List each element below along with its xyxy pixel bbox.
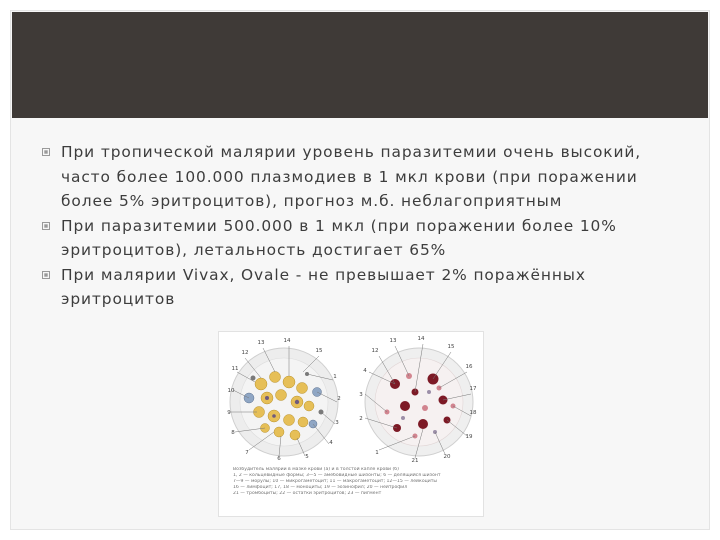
figure-number-labels (219, 332, 483, 464)
right-figure-number: 14 (417, 336, 425, 342)
right-figure-number: 19 (465, 434, 473, 440)
right-figure-number: 13 (389, 338, 397, 344)
right-figure-number: 17 (469, 386, 477, 392)
left-figure-number: 5 (305, 454, 309, 460)
left-figure-number: 7 (245, 450, 249, 456)
right-figure-number: 21 (411, 458, 419, 464)
right-figure-number: 15 (447, 344, 455, 350)
left-figure-number: 9 (227, 410, 231, 416)
caption-line: Возбудитель малярии в мазке крови (а) и в толстой капле крови (б) (233, 467, 399, 472)
bullet-list (40, 140, 690, 312)
left-figure-number: 3 (335, 420, 339, 426)
right-figure-number: 2 (359, 416, 363, 422)
caption-line: 21 — тромбоциты; 22 — остатки эритроцитов; 23 — пигмент (233, 491, 382, 497)
figure-caption (233, 467, 471, 497)
left-figure-number: 1 (333, 374, 337, 380)
left-figure-number: 6 (277, 456, 281, 462)
bullet-square-icon (42, 222, 50, 230)
right-figure-number: 20 (443, 454, 451, 460)
bullet-square-icon (42, 148, 50, 156)
bullet-text: При тропической малярии уровень паразитемии очень высокий, часто более 100.000 плазмодиев в 1 мкл крови (при поражении более 5% эритроцитов), прогноз м.б. неблагоприятным (61, 143, 642, 210)
bullet-square-icon (42, 271, 50, 279)
right-figure-number: 16 (465, 364, 473, 370)
right-figure-number: 1 (375, 450, 379, 456)
caption-line: 7—9 — морулы; 10 — микрогаметоцит; 11 — макрогаметоцит; 12—15 — лейкоциты (233, 479, 438, 485)
malaria-microscopy-figure (218, 331, 484, 517)
bullet-item-1 (40, 140, 690, 214)
left-figure-number: 11 (231, 366, 239, 372)
left-figure-number: 8 (231, 430, 235, 436)
right-figure-number: 12 (371, 348, 379, 354)
bullet-text: При малярии Vivax, Ovale - не превышает 2% поражённых эритроцитов (61, 265, 586, 308)
right-figure-number: 18 (469, 410, 477, 416)
bullet-text: При паразитемии 500.000 в 1 мкл (при поражении более 10% эритроцитов), летальность достигает 65% (61, 216, 617, 259)
left-figure-number: 2 (337, 396, 341, 402)
left-figure-number: 15 (315, 348, 323, 354)
left-figure-number: 10 (227, 388, 235, 394)
bullet-item-3 (40, 263, 690, 312)
caption-line: 16 — лимфоцит; 17, 18 — моноциты; 19 — эозинофил; 20 — нейтрофил (233, 485, 408, 491)
left-figure-number: 12 (241, 350, 249, 356)
left-figure-number: 14 (283, 338, 291, 344)
caption-line: 1, 2 — кольцевидные формы; 3—5 — амебовидные шизонты; 6 — делящийся шизонт (233, 473, 441, 479)
title-band (12, 12, 708, 118)
right-figure-number: 4 (363, 368, 367, 374)
left-figure-number: 13 (257, 340, 265, 346)
bullet-item-2 (40, 214, 690, 263)
right-figure-number: 3 (359, 392, 363, 398)
left-figure-number: 4 (329, 440, 333, 446)
